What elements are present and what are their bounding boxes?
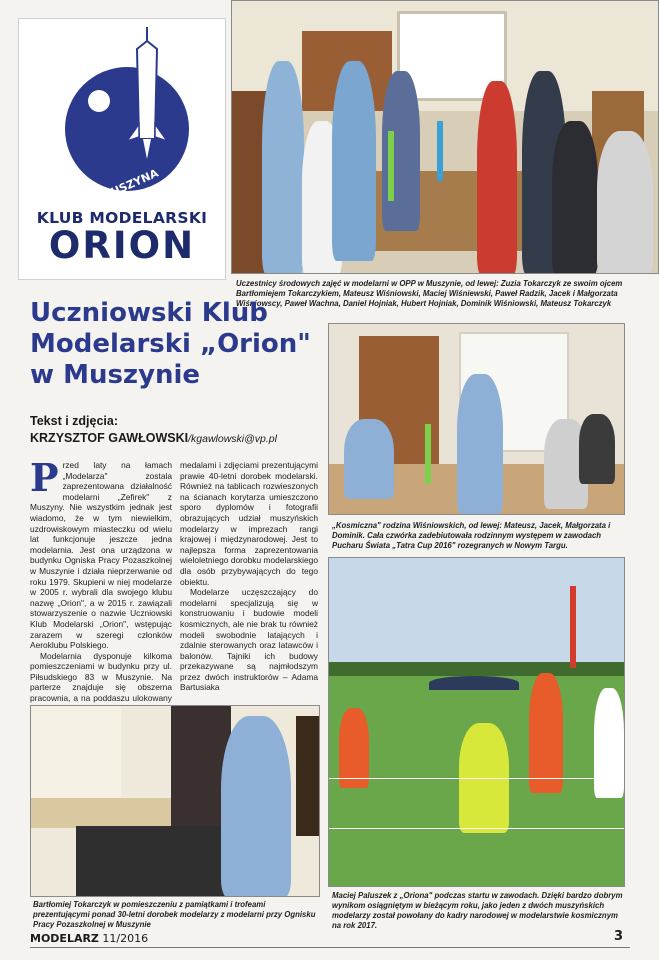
article-title: Uczniowski Klub Modelarski „Orion" w Muszynie [30, 298, 311, 390]
club-logo [18, 18, 226, 280]
photo-rocket-launch [328, 557, 625, 887]
col2-paragraph-2: Modelarze uczęszczający do modelarni specjalizują się w konstruowaniu i budowie modeli kosmicznych, ale nie brak tu również modeli swobodnie latających i zdalnie sterowanych oraz latawców i balonów. Tajniki ich budowy przekazywane są najmłodszym przez dwóch instruktorów – Adama Bartusiaka [180, 587, 318, 693]
photo-wisniowski-family [328, 323, 625, 515]
author-email: /kgawlowski@vp.pl [188, 433, 277, 445]
drop-cap: P [30, 455, 59, 500]
logo-line-2: ORION [48, 224, 196, 267]
caption-bottom-left: Bartłomiej Tokarczyk w pomieszczeniu z pamiątkami i trofeami prezentującymi ponad 30-letni dorobek modelarzy z modelarni przy Ognisku Pracy Pozaszkolnej w Muszynie [33, 900, 316, 929]
caption-top-photo: Uczestnicy środowych zajęć w modelarni w OPP w Muszynie, od lewej: Zuzia Tokarczyk ze swoim ojcem Bartłomiejem Tokarczykiem, Mateusz Wiśniowski, Maciej Wiśniewski, Paweł Radzik, Jacek i Małgorzata Wiśniowscy, Paweł Wachna, Daniel Hojniak, Hubert Hojniak, Dominik Wiśniowski, Mateusz Tokarczyk [236, 279, 623, 308]
footer-rule [30, 947, 630, 948]
col1-paragraph-1: rzed laty na łamach „Modelarza" zostala zaprezentowana działalność modelarni „Zefirek" z Muszyny. Nie wszystkim jednak jest wiadomo, że w tym niewielkim, uzdrowiskowym miasteczku od wielu lat funkcjonuje jeszcze jedna modelarnia. Jest ona urządzona w budynku Ogniska Pracy Pozaszkolnej w Muszynie i działa nieprzerwanie od roku 1979. Skupieni w niej modelarze w 2005 r. wybrali dla swojego klubu nazwę „Orion", a w 2015 r. zawiązali stowarzyszenie o nazwie Uczniowski Klub Modelarski „Orion", wstępując zarazem w szeregi członków Aeroklubu Polskiego. [30, 460, 172, 651]
logo-badge-text: MUSZYNA [98, 166, 161, 204]
article-column-2 [180, 460, 318, 693]
logo-line-1: KLUB MODELARSKI [36, 209, 208, 227]
caption-bottom-right: Maciej Paluszek z „Oriona" podczas startu w zawodach. Dzięki bardzo dobrym wynikom osiągniętym w bieżącym roku, jako jeden z dwóch muszyńskich modelarzy został powołany do kadry narodowej w modelarstwie kosmicznym na rok 2017. [332, 891, 623, 930]
photo-trophy-room [30, 705, 320, 897]
footer-magazine [30, 932, 148, 945]
photo-workshop-group [231, 0, 659, 274]
caption-mid-photo: „Kosmiczna" rodzina Wiśniowskich, od lewej: Mateusz, Jacek, Małgorzata i Dominik. Cała czwórka zadebiutowała rodzinnym występem w zawodach Pucharu Świata „Tatra Cup 2016" rozegranych w Nowym Targu. [332, 521, 611, 550]
col2-paragraph-1: medalami i zdjęciami prezentującymi prawie 40-letni dorobek modelarski. Również na tablicach rozwieszonych na ścianach korytarza umieszczono sporo dyplomów i fotografii obrazujących udział muszyńskich modelarzy w imprezach rangi krajowej i międzynarodowej. Jest to najlepsza forma zaprezentowania wieloletniego dorobku modelarskiego dla osób przybywających do tego obiektu. [180, 460, 318, 587]
page-number: 3 [613, 929, 623, 944]
byline-label: Tekst i zdjęcia: [30, 414, 118, 428]
author-name: KRZYSZTOF GAWŁOWSKI [30, 431, 189, 445]
orion-rocket-logo-icon [19, 19, 227, 204]
issue-number: 11/2016 [98, 932, 149, 945]
col1-paragraph-2: Modelarnia dysponuje kilkoma pomieszczeniami w budynku przy ul. Piłsudskiego 83 w Muszynie. Na parterze znajduje się obszerna pracownia, a na poddaszu ulokowany [30, 650, 172, 704]
article-column-1 [30, 455, 172, 725]
byline-author [30, 431, 277, 445]
magazine-name: MODELARZ [30, 932, 99, 945]
